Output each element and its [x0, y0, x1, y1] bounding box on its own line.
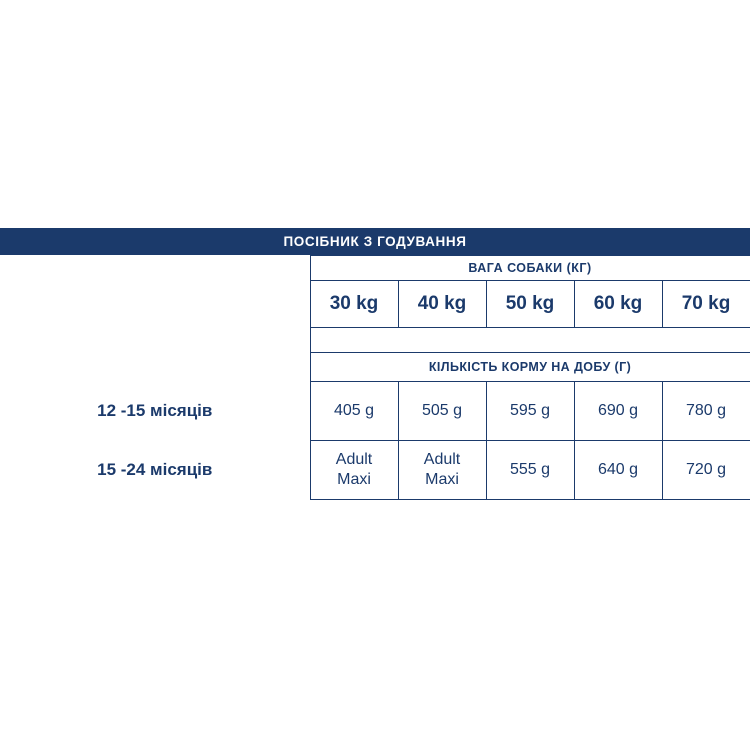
spacer-cell	[0, 328, 310, 353]
row2-cell-4: 640 g	[574, 441, 662, 500]
row1-cell-3: 595 g	[486, 382, 574, 441]
daily-amount-header: КІЛЬКІСТЬ КОРМУ НА ДОБУ (Г)	[310, 353, 750, 382]
weight-header-row	[0, 256, 750, 281]
spacer-cell	[0, 353, 310, 382]
row1-cell-5: 780 g	[662, 382, 750, 441]
weight-cell-4: 60 kg	[574, 281, 662, 328]
weight-values-row	[0, 281, 750, 328]
row2-cell-3: 555 g	[486, 441, 574, 500]
row1-cell-2: 505 g	[398, 382, 486, 441]
row-label-2: 15 -24 місяців	[97, 460, 213, 479]
empty-band	[310, 328, 750, 353]
spacer-row	[0, 328, 750, 353]
table-row	[0, 382, 750, 441]
feeding-guide-table	[0, 228, 750, 500]
weight-cell-3: 50 kg	[486, 281, 574, 328]
row1-cell-4: 690 g	[574, 382, 662, 441]
guide-table	[0, 255, 750, 500]
weight-cell-2: 40 kg	[398, 281, 486, 328]
spacer-cell	[0, 256, 310, 281]
row2-cell-2: Adult Maxi	[398, 441, 486, 500]
feeding-guide-title: ПОСІБНИК З ГОДУВАННЯ	[0, 228, 750, 255]
weight-cell-1: 30 kg	[310, 281, 398, 328]
amount-header-row	[0, 353, 750, 382]
spacer-cell	[0, 281, 310, 328]
row2-cell-1: Adult Maxi	[310, 441, 398, 500]
table-row	[0, 441, 750, 500]
row-label-1: 12 -15 місяців	[97, 401, 213, 420]
row2-cell-5: 720 g	[662, 441, 750, 500]
weight-cell-5: 70 kg	[662, 281, 750, 328]
dog-weight-header: ВАГА СОБАКИ (КГ)	[310, 256, 750, 281]
row1-cell-1: 405 g	[310, 382, 398, 441]
